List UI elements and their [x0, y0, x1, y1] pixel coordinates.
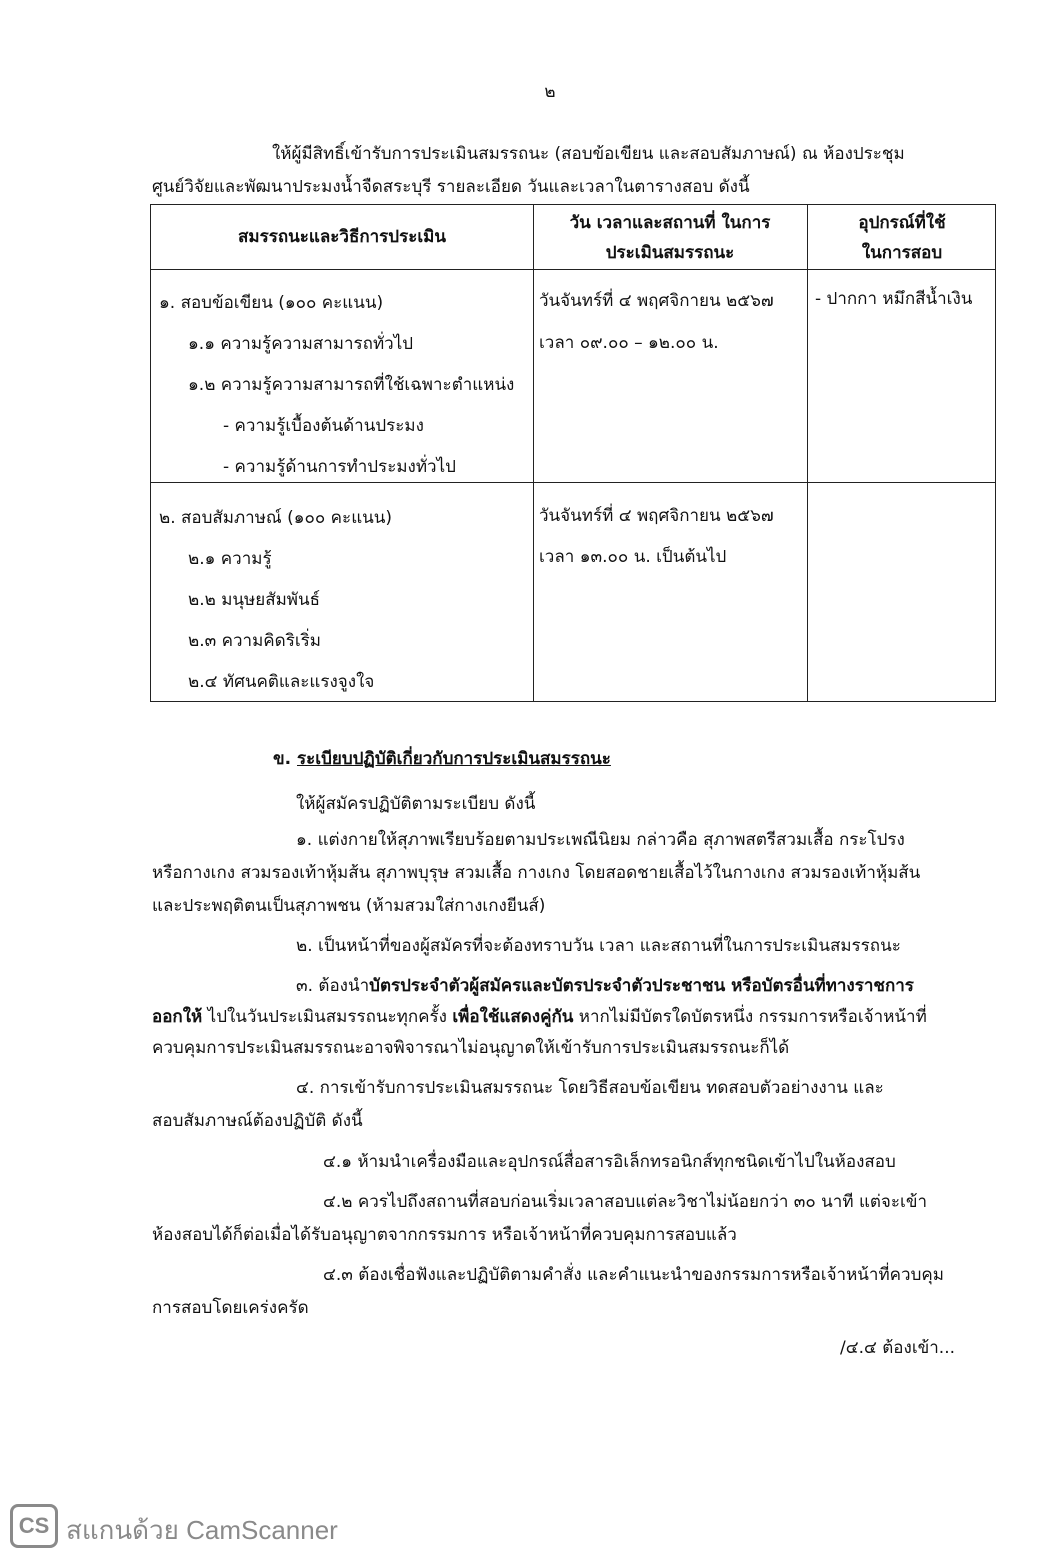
rule-3-line-1: [296, 972, 914, 999]
header-equipment-2: ในการสอบ: [861, 243, 943, 263]
section-heading: [273, 745, 611, 772]
header-datetime-2: ประเมินสมรรถนะ: [605, 243, 735, 263]
table-row-item: ๑. สอบข้อเขียน (๑๐๐ คะแนน): [159, 293, 384, 313]
camscanner-logo-icon: CS: [10, 1504, 58, 1548]
rule-3-show-both: เพื่อใช้แสดงคู่กัน: [452, 1007, 574, 1027]
page-number: ๒: [544, 82, 556, 102]
rule-4-3-line-1: ๔.๓ ต้องเชื่อฟังและปฏิบัติตามคำสั่ง และคำแนะนำของกรรมการหรือเจ้าหน้าที่ควบคุม: [323, 1265, 944, 1285]
rule-4-3-line-2: การสอบโดยเคร่งครัด: [152, 1298, 309, 1318]
rule-3-cards: บัตรประจำตัวผู้สมัครและบัตรประจำตัวประชาชน หรือบัตรอื่นที่ทางราชการ: [369, 976, 914, 996]
table-column-divider: [807, 205, 808, 701]
rule-3-text-2: หากไม่มีบัตรใดบัตรหนึ่ง กรรมการหรือเจ้าหน้าที่: [573, 1007, 927, 1027]
table-row-item: ๒. สอบสัมภาษณ์ (๑๐๐ คะแนน): [159, 508, 393, 528]
rule-3-line-3: ควบคุมการประเมินสมรรถนะอาจพิจารณาไม่อนุญาตให้เข้ารับการประเมินสมรรถนะก็ได้: [152, 1038, 790, 1058]
table-row-item: ๑.๑ ความรู้ความสามารถทั่วไป: [188, 334, 414, 354]
exam-equipment: - ปากกา หมึกสีน้ำเงิน: [815, 289, 973, 309]
camscanner-watermark: สแกนด้วย CamScanner: [66, 1515, 338, 1545]
interview-date: วันจันทร์ที่ ๔ พฤศจิกายน ๒๕๖๗: [539, 506, 774, 526]
continuation-note: /๔.๔ ต้องเข้า...: [840, 1338, 956, 1358]
rule-4-line-1: ๔. การเข้ารับการประเมินสมรรถนะ โดยวิธีสอบข้อเขียน ทดสอบตัวอย่างงาน และ: [296, 1078, 884, 1098]
rule-1-line-1: ๑. แต่งกายให้สุภาพเรียบร้อยตามประเพณีนิยม กล่าวคือ สุภาพสตรีสวมเสื้อ กระโปรง: [296, 830, 905, 850]
rule-4-line-2: สอบสัมภาษณ์ต้องปฏิบัติ ดังนี้: [152, 1111, 363, 1131]
section-title: ระเบียบปฏิบัติเกี่ยวกับการประเมินสมรรถนะ: [297, 749, 611, 769]
exam-time: เวลา ๐๙.๐๐ – ๑๒.๐๐ น.: [539, 333, 719, 353]
table-row-divider: [151, 482, 995, 483]
rule-4-2-line-2: ห้องสอบได้ก็ต่อเมื่อได้รับอนุญาตจากกรรมการ หรือเจ้าหน้าที่ควบคุมการสอบแล้ว: [152, 1225, 737, 1245]
header-competency: สมรรถนะและวิธีการประเมิน: [238, 227, 446, 247]
header-datetime-1: วัน เวลาและสถานที่ ในการ: [569, 213, 771, 233]
interview-time: เวลา ๑๓.๐๐ น. เป็นต้นไป: [539, 547, 727, 567]
intro-line-2: ศูนย์วิจัยและพัฒนาประมงน้ำจืดสระบุรี รายละเอียด วันและเวลาในตารางสอบ ดังนี้: [152, 177, 750, 197]
rule-3-text: ไปในวันประเมินสมรรถนะทุกครั้ง: [202, 1007, 453, 1027]
rule-4-1: ๔.๑ ห้ามนำเครื่องมือและอุปกรณ์สื่อสารอิเล็กทรอนิกส์ทุกชนิดเข้าไปในห้องสอบ: [323, 1152, 896, 1172]
rule-1-line-3: และประพฤติตนเป็นสุภาพชน (ห้ามสวมใส่กางเกงยีนส์): [152, 896, 546, 916]
table-row-item: ๒.๔ ทัศนคติและแรงจูงใจ: [188, 672, 375, 692]
exam-date: วันจันทร์ที่ ๔ พฤศจิกายน ๒๕๖๗: [539, 291, 774, 311]
intro-line-1: ให้ผู้มีสิทธิ์เข้ารับการประเมินสมรรถนะ (สอบข้อเขียน และสอบสัมภาษณ์) ณ ห้องประชุม: [272, 144, 905, 164]
rule-3-prefix: ๓. ต้องนำ: [296, 976, 370, 996]
table-row-item: - ความรู้ด้านการทำประมงทั่วไป: [223, 457, 456, 477]
table-header-divider: [151, 269, 995, 270]
table-row-item: ๒.๑ ความรู้: [188, 549, 272, 569]
rule-3-line-2: [152, 1003, 927, 1030]
section-lead: ให้ผู้สมัครปฏิบัติตามระเบียบ ดังนี้: [296, 794, 536, 814]
table-row-item: - ความรู้เบื้องต้นด้านประมง: [223, 416, 424, 436]
header-equipment-1: อุปกรณ์ที่ใช้: [858, 213, 946, 233]
table-column-divider: [533, 205, 534, 701]
rule-3-issued: ออกให้: [152, 1007, 203, 1027]
table-row-item: ๒.๒ มนุษยสัมพันธ์: [188, 590, 320, 610]
rule-2: ๒. เป็นหน้าที่ของผู้สมัครที่จะต้องทราบวัน เวลา และสถานที่ในการประเมินสมรรถนะ: [296, 936, 901, 956]
table-row-item: ๒.๓ ความคิดริเริ่ม: [188, 631, 321, 651]
schedule-table: [150, 204, 996, 702]
rule-1-line-2: หรือกางเกง สวมรองเท้าหุ้มส้น สุภาพบุรุษ สวมเสื้อ กางเกง โดยสอดชายเสื้อไว้ในกางเกง สวมรองเท้าหุ้มส้น: [152, 863, 921, 883]
section-prefix: ข.: [273, 749, 292, 769]
rule-4-2-line-1: ๔.๒ ควรไปถึงสถานที่สอบก่อนเริ่มเวลาสอบแต่ละวิชาไม่น้อยกว่า ๓๐ นาที แต่จะเข้า: [323, 1192, 928, 1212]
table-row-item: ๑.๒ ความรู้ความสามารถที่ใช้เฉพาะตำแหน่ง: [188, 375, 515, 395]
